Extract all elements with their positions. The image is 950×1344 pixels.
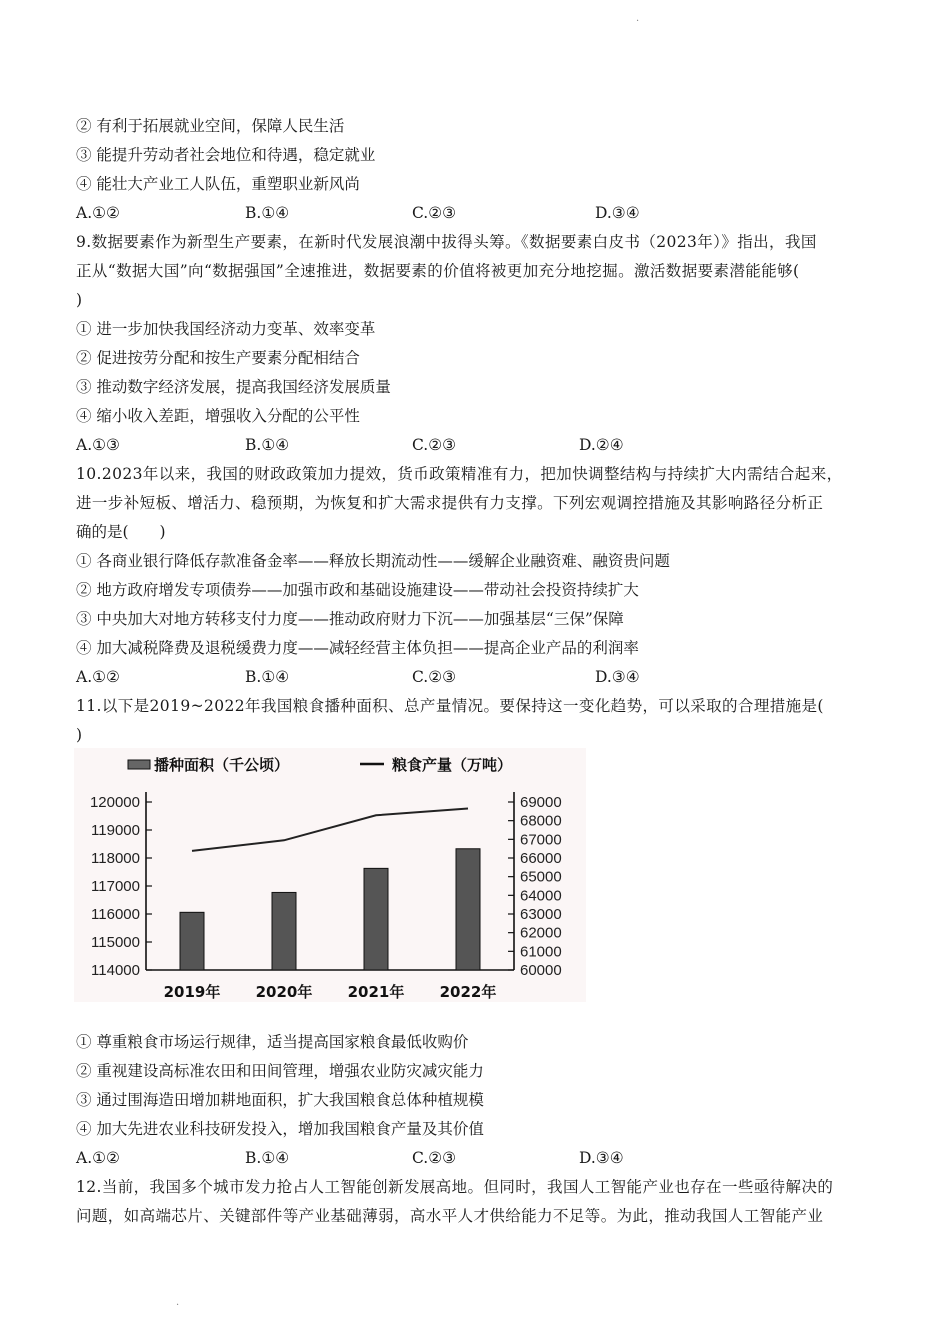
q10-options <box>76 667 876 687</box>
q10-item-1: ① 各商业银行降低存款准备金率——释放长期流动性——缓解企业融资难、融资贵问题 <box>76 552 670 570</box>
q11-option-a[interactable]: A.①② <box>76 1149 120 1167</box>
left-tick-label: 115000 <box>91 934 140 951</box>
q10-stem-line-2: 进一步补短板、增活力、稳预期，为恢复和扩大需求提供有力支撑。下列宏观调控措施及其影响路径分析正 <box>76 494 824 512</box>
q9-item-4: ④ 缩小收入差距，增强收入分配的公平性 <box>76 407 360 425</box>
right-tick-label: 69000 <box>520 794 562 811</box>
q11-options <box>76 1148 876 1168</box>
q9-options <box>76 435 876 455</box>
x-label: 2019年 <box>163 983 221 1001</box>
left-tick-label: 119000 <box>91 822 140 839</box>
q8-option-a[interactable]: A.①② <box>76 204 120 222</box>
q11-item-4: ④ 加大先进农业科技研发投入，增加我国粮食产量及其价值 <box>76 1120 484 1138</box>
right-tick-label: 66000 <box>520 850 562 867</box>
right-tick-label: 61000 <box>520 943 562 961</box>
q9-item-2: ② 促进按劳分配和按生产要素分配相结合 <box>76 349 360 367</box>
left-tick-label: 114000 <box>91 962 140 979</box>
left-tick-label: 120000 <box>89 794 140 811</box>
q10-option-d[interactable]: D.③④ <box>595 668 640 686</box>
q9-option-d[interactable]: D.②④ <box>579 436 624 454</box>
left-tick-label: 118000 <box>91 850 140 867</box>
q8-options <box>76 203 876 223</box>
q11-item-2: ② 重视建设高标准农田和田间管理，增强农业防灾减灾能力 <box>76 1062 484 1080</box>
q10-option-b[interactable]: B.①④ <box>245 668 290 686</box>
area-bar-2019年 <box>180 912 204 970</box>
left-tick-label: 116000 <box>91 906 140 923</box>
q11-option-d[interactable]: D.③④ <box>579 1149 624 1167</box>
right-tick-label: 68000 <box>520 812 562 830</box>
q12-stem-line-1: 12.当前，我国多个城市发力抢占人工智能创新发展高地。但同时，我国人工智能产业也存在一些亟待解决的 <box>76 1178 834 1196</box>
area-bar-2021年 <box>364 868 388 970</box>
q11-item-3: ③ 通过围海造田增加耕地面积，扩大我国粮食总体种植规模 <box>76 1091 484 1109</box>
chart-background <box>74 748 586 1002</box>
q9-option-a[interactable]: A.①③ <box>76 436 120 454</box>
q9-item-1: ① 进一步加快我国经济动力变革、效率变革 <box>76 320 376 338</box>
q8-option-d[interactable]: D.③④ <box>595 204 640 222</box>
q10-stem-line-1: 10.2023年以来，我国的财政政策加力提效，货币政策精准有力，把加快调整结构与持续扩大内需结合起来， <box>76 465 843 483</box>
q12-stem-line-2: 问题，如高端芯片、关键部件等产业基础薄弱，高水平人才供给能力不足等。为此，推动我国人工智能产业 <box>76 1207 824 1225</box>
q8-item-3: ③ 能提升劳动者社会地位和待遇，稳定就业 <box>76 146 376 164</box>
q11-option-c[interactable]: C.②③ <box>412 1149 457 1167</box>
q11-option-b[interactable]: B.①④ <box>245 1149 290 1167</box>
q10-stem-line-3: 确的是( ) <box>76 523 166 541</box>
grain-chart <box>74 748 586 1002</box>
area-bar-2020年 <box>272 892 296 970</box>
q11-item-1: ① 尊重粮食市场运行规律，适当提高国家粮食最低收购价 <box>76 1033 469 1051</box>
q9-option-c[interactable]: C.②③ <box>412 436 457 454</box>
legend-line-label: 粮食产量（万吨） <box>392 756 513 774</box>
right-tick-label: 64000 <box>520 887 562 905</box>
grain-chart-svg <box>74 748 586 1002</box>
q10-option-a[interactable]: A.①② <box>76 668 120 686</box>
page-bottom-dot: · <box>176 1300 180 1311</box>
q8-item-4: ④ 能壮大产业工人队伍，重塑职业新风尚 <box>76 175 360 193</box>
q8-item-2: ② 有利于拓展就业空间，保障人民生活 <box>76 117 345 135</box>
right-tick-label: 63000 <box>520 906 562 923</box>
right-tick-label: 62000 <box>520 924 562 942</box>
x-label: 2020年 <box>255 983 313 1001</box>
right-tick-label: 65000 <box>520 868 562 886</box>
area-bar-2022年 <box>456 849 480 970</box>
q8-option-b[interactable]: B.①④ <box>245 204 290 222</box>
q9-stem-line-1: 9.数据要素作为新型生产要素，在新时代发展浪潮中拔得头筹。《数据要素白皮书（2023年）》指出，我国 <box>76 233 817 251</box>
legend-bar-swatch <box>128 760 150 769</box>
right-tick-label: 60000 <box>520 962 562 979</box>
q9-option-b[interactable]: B.①④ <box>245 436 290 454</box>
q11-stem-line-2: ) <box>76 726 83 744</box>
right-tick-label: 67000 <box>520 831 562 849</box>
q10-item-2: ② 地方政府增发专项债券——加强市政和基础设施建设——带动社会投资持续扩大 <box>76 581 639 599</box>
q10-item-3: ③ 中央加大对地方转移支付力度——推动政府财力下沉——加强基层“三保”保障 <box>76 610 624 628</box>
x-label: 2021年 <box>347 983 405 1001</box>
q8-option-c[interactable]: C.②③ <box>412 204 457 222</box>
q10-item-4: ④ 加大减税降费及退税缓费力度——减轻经营主体负担——提高企业产品的利润率 <box>76 639 639 657</box>
q9-stem-line-3: ) <box>76 291 83 309</box>
q10-option-c[interactable]: C.②③ <box>412 668 457 686</box>
left-tick-label: 117000 <box>91 878 140 895</box>
legend-bar-label: 播种面积（千公顷） <box>154 756 290 774</box>
page-top-dot: · <box>636 16 640 27</box>
x-label: 2022年 <box>439 983 497 1001</box>
q9-item-3: ③ 推动数字经济发展，提高我国经济发展质量 <box>76 378 391 396</box>
q9-stem-line-2: 正从“数据大国”向“数据强国”全速推进，数据要素的价值将被更加充分地挖掘。激活数据要素潜能能够( <box>76 262 800 280</box>
q11-stem-line-1: 11.以下是2019~2022年我国粮食播种面积、总产量情况。要保持这一变化趋势，可以采取的合理措施是( <box>76 697 824 715</box>
